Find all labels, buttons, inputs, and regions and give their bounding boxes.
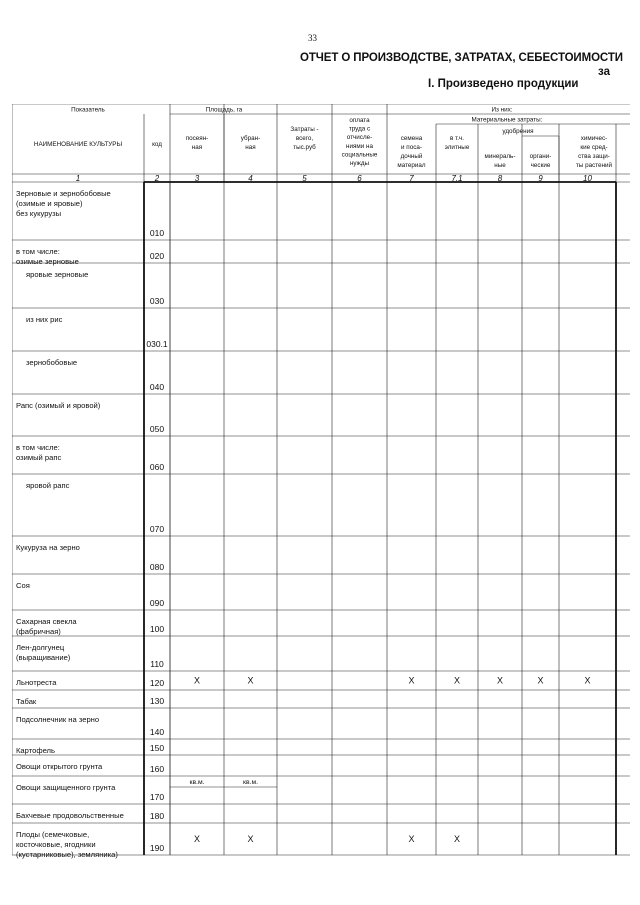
row-name: без кукурузы <box>16 209 62 218</box>
row-code: 110 <box>150 659 164 669</box>
row-code: 190 <box>149 843 165 853</box>
row-code: 180 <box>149 811 165 821</box>
row-code: 160 <box>149 764 165 774</box>
header-plant-protection: ты растений <box>575 162 613 169</box>
header-fertilizers: удобрения <box>502 128 534 135</box>
column-number: 8 <box>497 174 503 183</box>
header-labor-costs: нужды <box>349 160 370 167</box>
row-name: из них рис <box>26 315 63 324</box>
not-applicable-mark: X <box>193 834 201 844</box>
row-name: в том числе: <box>16 247 60 256</box>
unit-square-meters: кв.м. <box>189 779 205 786</box>
row-name: Соя <box>16 581 30 590</box>
row-name: Картофель <box>16 746 55 755</box>
row-name: озимые зерновые <box>16 257 79 266</box>
row-name: Бахчевые продовольственные <box>16 811 124 820</box>
column-number: 10 <box>583 174 592 183</box>
row-code: 020 <box>149 251 165 261</box>
not-applicable-mark: X <box>193 675 201 686</box>
header-plant-protection: ства защи- <box>578 153 610 160</box>
header-plant-protection: кие сред- <box>580 144 608 151</box>
row-code: 030 <box>149 296 165 306</box>
row-name: Сахарная свекла <box>16 617 77 626</box>
not-applicable-mark: X <box>453 675 461 686</box>
row-code: 130 <box>149 696 165 706</box>
row-code: 170 <box>149 792 165 802</box>
header-organic-fertilizers: органи- <box>529 153 552 160</box>
row-name: (выращивание) <box>16 653 71 662</box>
column-number: 7 <box>409 174 414 183</box>
row-code: 080 <box>149 562 165 572</box>
row-code: 090 <box>149 598 165 608</box>
header-labor-costs: труда с <box>348 125 371 133</box>
row-name: (фабричная) <box>16 627 61 636</box>
not-applicable-mark: X <box>408 834 415 844</box>
row-code: 120 <box>149 678 165 688</box>
header-sown-area: посеян- <box>185 135 209 142</box>
not-applicable-mark: X <box>496 675 504 686</box>
header-elite-seeds: элитные <box>444 144 470 151</box>
header-plant-protection: химичес- <box>580 135 608 142</box>
row-name: озимый рапс <box>16 453 62 462</box>
row-code: 100 <box>149 624 165 634</box>
report-title: ОТЧЕТ О ПРОИЗВОДСТВЕ, ЗАТРАТАХ, СЕБЕСТОИМОСТИ <box>300 52 623 64</box>
row-name: Льнотреста <box>16 678 57 687</box>
row-name: Табак <box>16 697 37 706</box>
header-labor-costs: отчисле- <box>346 134 373 142</box>
page-number: 33 <box>308 33 317 43</box>
row-name: яровые зерновые <box>26 270 89 279</box>
row-name: (озимые и яровые) <box>16 199 83 208</box>
header-mineral-fertilizers: минераль- <box>484 153 516 160</box>
row-name: яровой рапс <box>26 481 70 490</box>
header-of-which: Из них: <box>491 106 513 114</box>
row-code: 030.1 <box>146 339 168 349</box>
column-number: 4 <box>248 174 253 183</box>
column-number: 1 <box>75 174 81 183</box>
not-applicable-mark: X <box>247 834 254 844</box>
header-mineral-fertilizers: ные <box>494 162 506 169</box>
row-code: 150 <box>149 743 165 753</box>
header-harvested-area: убран- <box>240 135 261 142</box>
not-applicable-mark: X <box>453 834 461 844</box>
row-name: Подсолнечник на зерно <box>16 715 100 724</box>
row-name: Кукуруза на зерно <box>16 543 80 552</box>
header-seeds: семена <box>400 135 423 142</box>
row-code: 070 <box>149 524 165 534</box>
not-applicable-mark: X <box>584 675 591 686</box>
column-number: 3 <box>194 174 200 183</box>
row-name: Овощи защищенного грунта <box>16 783 116 792</box>
unit-square-meters: кв.м. <box>242 779 259 786</box>
header-pokazatel: Показатель <box>71 106 105 114</box>
header-culture-name: НАИМЕНОВАНИЕ КУЛЬТУРЫ <box>33 141 123 148</box>
header-labor-costs: ниями на <box>346 142 373 150</box>
row-name: Лен-долгунец <box>16 643 65 652</box>
not-applicable-mark: X <box>408 675 415 686</box>
header-material-costs: Материальные затраты: <box>471 116 543 124</box>
header-code: код <box>152 141 162 148</box>
row-name: косточковые, ягодники <box>16 840 96 849</box>
column-number: 5 <box>302 174 307 183</box>
header-labor-costs: оплата <box>349 117 370 124</box>
row-code: 140 <box>149 727 165 737</box>
header-total-costs: тыс.руб <box>293 144 316 151</box>
row-name: (кустарниковые), земляника) <box>16 850 118 859</box>
header-elite-seeds: в т.ч. <box>449 135 465 142</box>
row-code: 040 <box>149 382 165 392</box>
row-name: Зерновые и зернобобовые <box>16 189 111 198</box>
not-applicable-mark: X <box>537 675 544 686</box>
report-title-suffix: за <box>598 66 610 78</box>
header-total-costs: Затраты - <box>290 126 319 133</box>
header-sown-area: ная <box>191 144 203 151</box>
column-number: 6 <box>357 174 362 183</box>
header-total-costs: всего, <box>295 135 314 142</box>
row-name: Рапс (озимый и яровой) <box>16 401 101 410</box>
row-name: зернобобовые <box>26 358 78 367</box>
row-name: Плоды (семечковые, <box>16 830 90 839</box>
header-seeds: материал <box>397 162 426 169</box>
header-seeds: и поса- <box>401 144 422 151</box>
row-code: 060 <box>149 462 165 472</box>
header-seeds: дочный <box>400 153 423 160</box>
header-organic-fertilizers: ческие <box>530 162 551 169</box>
report-table <box>12 104 630 874</box>
header-area: Площадь, га <box>205 106 243 114</box>
row-code: 050 <box>149 424 165 434</box>
row-name: в том числе: <box>16 443 60 452</box>
not-applicable-mark: X <box>247 675 254 686</box>
header-labor-costs: социальные <box>341 151 378 159</box>
section-title: I. Произведено продукции <box>428 78 579 90</box>
row-name: Овощи открытого грунта <box>16 762 103 771</box>
column-number: 9 <box>538 174 543 183</box>
column-number: 2 <box>154 174 160 183</box>
row-code: 010 <box>149 228 165 238</box>
column-number: 7.1 <box>451 174 463 183</box>
header-harvested-area: ная <box>245 144 256 151</box>
